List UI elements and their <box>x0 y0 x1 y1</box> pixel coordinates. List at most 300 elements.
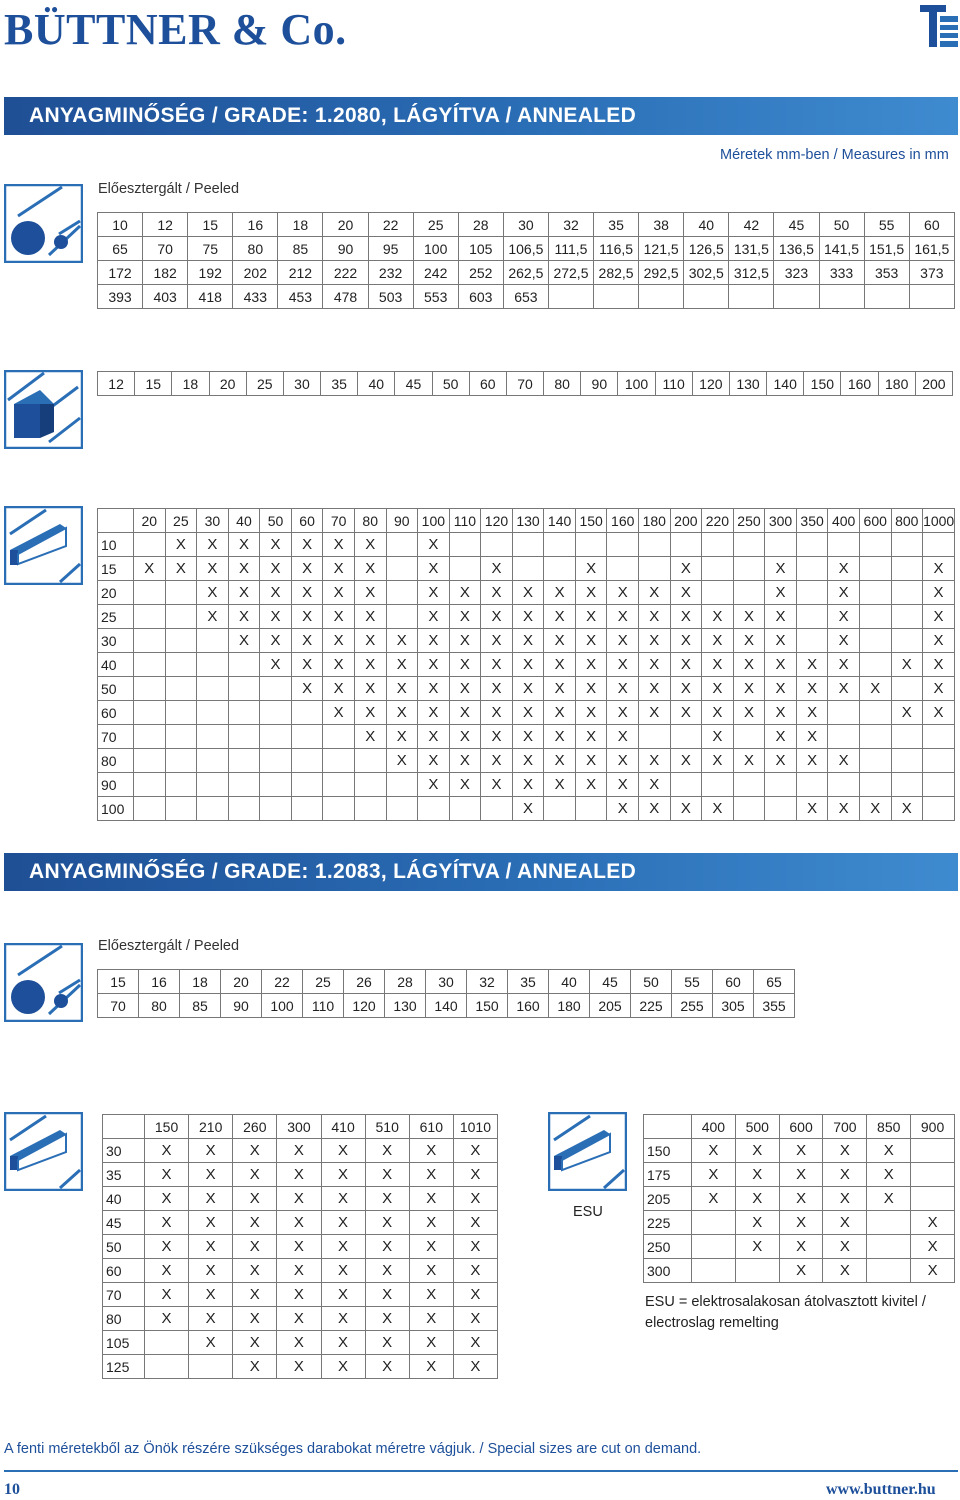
availability-mark: X <box>639 749 671 773</box>
table-row <box>98 557 955 581</box>
size-cell: 20 <box>221 970 262 994</box>
size-cell: 355 <box>754 994 795 1018</box>
availability-mark: X <box>828 629 860 653</box>
availability-mark: X <box>702 797 734 821</box>
column-header: 260 <box>233 1115 277 1139</box>
availability-mark: X <box>891 653 923 677</box>
availability-mark: X <box>923 581 955 605</box>
grade-2-flat-sizes-table <box>102 1114 498 1379</box>
column-header: 100 <box>418 509 450 533</box>
empty-cell <box>323 773 355 797</box>
empty-cell <box>228 725 260 749</box>
availability-mark: X <box>607 677 639 701</box>
size-cell: 42 <box>729 213 774 237</box>
size-cell: 26 <box>344 970 385 994</box>
size-cell: 202 <box>233 261 278 285</box>
availability-mark: X <box>765 725 797 749</box>
empty-cell <box>733 797 765 821</box>
size-cell: 35 <box>508 970 549 994</box>
size-cell: 15 <box>188 213 233 237</box>
row-header: 50 <box>103 1235 145 1259</box>
availability-mark: X <box>670 629 702 653</box>
size-cell: 478 <box>323 285 368 309</box>
availability-mark: X <box>233 1331 277 1355</box>
peeled-label-2: Előesztergált / Peeled <box>98 938 240 954</box>
size-cell <box>729 285 774 309</box>
row-header: 150 <box>644 1139 692 1163</box>
website-link[interactable]: www.buttner.hu <box>826 1481 936 1498</box>
availability-mark: X <box>823 1139 867 1163</box>
availability-mark: X <box>277 1355 321 1379</box>
availability-mark: X <box>670 557 702 581</box>
grade-1-flat-sizes-table <box>97 508 955 821</box>
empty-cell <box>165 677 197 701</box>
column-header: 30 <box>197 509 229 533</box>
availability-mark: X <box>796 725 828 749</box>
availability-mark: X <box>733 653 765 677</box>
availability-mark: X <box>828 653 860 677</box>
availability-mark: X <box>702 701 734 725</box>
size-cell: 70 <box>98 994 139 1018</box>
table-row <box>98 533 955 557</box>
table-row <box>103 1211 498 1235</box>
empty-cell <box>891 629 923 653</box>
empty-cell <box>323 725 355 749</box>
table-row <box>103 1283 498 1307</box>
empty-cell <box>796 581 828 605</box>
size-cell: 10 <box>98 213 143 237</box>
size-cell <box>819 285 864 309</box>
table-row <box>98 285 955 309</box>
size-cell: 126,5 <box>684 237 729 261</box>
empty-cell <box>891 581 923 605</box>
availability-mark: X <box>323 677 355 701</box>
availability-mark: X <box>233 1235 277 1259</box>
availability-mark: X <box>321 1139 365 1163</box>
empty-cell <box>386 557 418 581</box>
size-cell: 45 <box>395 372 432 396</box>
empty-cell <box>145 1355 189 1379</box>
size-cell <box>684 285 729 309</box>
size-cell: 403 <box>143 285 188 309</box>
availability-mark: X <box>449 749 481 773</box>
availability-mark: X <box>354 629 386 653</box>
availability-mark: X <box>165 533 197 557</box>
availability-mark: X <box>354 533 386 557</box>
availability-mark: X <box>670 605 702 629</box>
availability-mark: X <box>512 677 544 701</box>
availability-mark: X <box>189 1235 233 1259</box>
size-cell: 136,5 <box>774 237 819 261</box>
size-cell: 140 <box>767 372 804 396</box>
availability-mark: X <box>277 1283 321 1307</box>
availability-mark: X <box>453 1307 497 1331</box>
size-cell: 85 <box>180 994 221 1018</box>
row-header: 15 <box>98 557 134 581</box>
availability-mark: X <box>733 701 765 725</box>
availability-mark: X <box>765 749 797 773</box>
empty-cell <box>260 749 292 773</box>
empty-cell <box>891 533 923 557</box>
empty-cell <box>891 557 923 581</box>
availability-mark: X <box>828 557 860 581</box>
availability-mark: X <box>453 1235 497 1259</box>
grade-2-round-sizes-table <box>97 969 795 1018</box>
table-row <box>103 1307 498 1331</box>
size-cell: 18 <box>180 970 221 994</box>
size-cell: 161,5 <box>909 237 954 261</box>
availability-mark: X <box>765 629 797 653</box>
size-cell: 160 <box>508 994 549 1018</box>
availability-mark: X <box>670 749 702 773</box>
empty-cell <box>923 773 955 797</box>
row-header: 80 <box>103 1307 145 1331</box>
availability-mark: X <box>409 1259 453 1283</box>
availability-mark: X <box>735 1139 779 1163</box>
column-header: 50 <box>260 509 292 533</box>
availability-mark: X <box>409 1235 453 1259</box>
availability-mark: X <box>828 581 860 605</box>
availability-mark: X <box>702 629 734 653</box>
column-header: 600 <box>859 509 891 533</box>
availability-mark: X <box>233 1187 277 1211</box>
row-header: 25 <box>98 605 134 629</box>
size-cell: 150 <box>804 372 841 396</box>
availability-mark: X <box>321 1355 365 1379</box>
availability-mark: X <box>575 701 607 725</box>
table-row <box>98 629 955 653</box>
row-header: 105 <box>103 1331 145 1355</box>
availability-mark: X <box>354 701 386 725</box>
availability-mark: X <box>670 581 702 605</box>
availability-mark: X <box>409 1355 453 1379</box>
availability-mark: X <box>277 1139 321 1163</box>
empty-cell <box>859 581 891 605</box>
esu-label: ESU <box>573 1204 603 1220</box>
availability-mark: X <box>828 605 860 629</box>
size-cell: 25 <box>303 970 344 994</box>
measures-note: Méretek mm-ben / Measures in mm <box>720 147 949 163</box>
table-row <box>98 261 955 285</box>
availability-mark: X <box>409 1307 453 1331</box>
size-cell: 503 <box>368 285 413 309</box>
size-cell <box>909 285 954 309</box>
empty-cell <box>449 557 481 581</box>
availability-mark: X <box>365 1331 409 1355</box>
size-cell: 150 <box>467 994 508 1018</box>
empty-cell <box>639 725 671 749</box>
availability-mark: X <box>544 773 576 797</box>
empty-cell <box>481 797 513 821</box>
empty-cell <box>189 1355 233 1379</box>
availability-mark: X <box>365 1283 409 1307</box>
availability-mark: X <box>607 629 639 653</box>
table-row <box>644 1163 955 1187</box>
size-cell: 60 <box>469 372 506 396</box>
size-cell: 12 <box>143 213 188 237</box>
empty-cell <box>607 533 639 557</box>
availability-mark: X <box>228 605 260 629</box>
availability-mark: X <box>575 605 607 629</box>
size-cell: 16 <box>139 970 180 994</box>
column-header: 40 <box>228 509 260 533</box>
size-cell: 242 <box>413 261 458 285</box>
availability-mark: X <box>891 701 923 725</box>
empty-cell <box>260 797 292 821</box>
availability-mark: X <box>197 581 229 605</box>
availability-mark: X <box>323 701 355 725</box>
size-cell: 85 <box>278 237 323 261</box>
availability-mark: X <box>291 629 323 653</box>
header-row <box>103 1115 498 1139</box>
empty-cell <box>828 725 860 749</box>
availability-mark: X <box>702 725 734 749</box>
column-header: 350 <box>796 509 828 533</box>
column-header: 250 <box>733 509 765 533</box>
column-header: 25 <box>165 509 197 533</box>
size-cell: 100 <box>618 372 655 396</box>
availability-mark: X <box>779 1163 823 1187</box>
availability-mark: X <box>197 533 229 557</box>
empty-cell <box>639 557 671 581</box>
size-cell: 95 <box>368 237 413 261</box>
availability-mark: X <box>321 1307 365 1331</box>
corner-cell <box>103 1115 145 1139</box>
empty-cell <box>291 749 323 773</box>
empty-cell <box>260 677 292 701</box>
size-cell: 90 <box>323 237 368 261</box>
empty-cell <box>134 701 166 725</box>
column-header: 1010 <box>453 1115 497 1139</box>
size-cell: 282,5 <box>594 261 639 285</box>
empty-cell <box>796 533 828 557</box>
table-row <box>644 1259 955 1283</box>
availability-mark: X <box>145 1163 189 1187</box>
availability-mark: X <box>544 581 576 605</box>
availability-mark: X <box>453 1259 497 1283</box>
column-header: 180 <box>639 509 671 533</box>
availability-mark: X <box>418 581 450 605</box>
availability-mark: X <box>765 605 797 629</box>
availability-mark: X <box>365 1211 409 1235</box>
size-cell: 32 <box>467 970 508 994</box>
size-cell: 30 <box>503 213 548 237</box>
empty-cell <box>386 797 418 821</box>
size-cell: 121,5 <box>639 237 684 261</box>
availability-mark: X <box>291 653 323 677</box>
size-cell: 80 <box>139 994 180 1018</box>
empty-cell <box>512 557 544 581</box>
availability-mark: X <box>692 1139 736 1163</box>
empty-cell <box>260 773 292 797</box>
availability-mark: X <box>260 629 292 653</box>
empty-cell <box>228 701 260 725</box>
size-cell: 110 <box>303 994 344 1018</box>
size-cell: 222 <box>323 261 368 285</box>
empty-cell <box>733 581 765 605</box>
availability-mark: X <box>765 653 797 677</box>
empty-cell <box>765 533 797 557</box>
table-row <box>644 1187 955 1211</box>
availability-mark: X <box>321 1235 365 1259</box>
availability-mark: X <box>409 1187 453 1211</box>
empty-cell <box>165 605 197 629</box>
empty-cell <box>692 1211 736 1235</box>
availability-mark: X <box>733 605 765 629</box>
availability-mark: X <box>145 1259 189 1283</box>
availability-mark: X <box>692 1163 736 1187</box>
availability-mark: X <box>418 701 450 725</box>
availability-mark: X <box>512 653 544 677</box>
availability-mark: X <box>867 1139 911 1163</box>
availability-mark: X <box>418 773 450 797</box>
corner-cell <box>644 1115 692 1139</box>
empty-cell <box>911 1163 955 1187</box>
empty-cell <box>692 1259 736 1283</box>
size-cell: 50 <box>819 213 864 237</box>
empty-cell <box>702 533 734 557</box>
availability-mark: X <box>449 629 481 653</box>
availability-mark: X <box>323 605 355 629</box>
page-number: 10 <box>4 1481 20 1498</box>
empty-cell <box>828 773 860 797</box>
availability-mark: X <box>453 1163 497 1187</box>
availability-mark: X <box>607 581 639 605</box>
availability-mark: X <box>607 749 639 773</box>
availability-mark: X <box>145 1187 189 1211</box>
availability-mark: X <box>386 629 418 653</box>
size-cell: 130 <box>385 994 426 1018</box>
availability-mark: X <box>702 749 734 773</box>
column-header: 160 <box>607 509 639 533</box>
availability-mark: X <box>354 605 386 629</box>
empty-cell <box>228 677 260 701</box>
empty-cell <box>134 749 166 773</box>
size-cell: 453 <box>278 285 323 309</box>
column-header: 110 <box>449 509 481 533</box>
availability-mark: X <box>481 773 513 797</box>
size-cell: 373 <box>909 261 954 285</box>
size-cell: 28 <box>458 213 503 237</box>
empty-cell <box>197 797 229 821</box>
availability-mark: X <box>639 677 671 701</box>
availability-mark: X <box>449 581 481 605</box>
availability-mark: X <box>765 581 797 605</box>
availability-mark: X <box>365 1139 409 1163</box>
table-row <box>103 1259 498 1283</box>
availability-mark: X <box>291 581 323 605</box>
size-cell: 40 <box>684 213 729 237</box>
empty-cell <box>923 797 955 821</box>
availability-mark: X <box>607 701 639 725</box>
flat-bar-icon <box>4 506 83 585</box>
availability-mark: X <box>639 797 671 821</box>
empty-cell <box>692 1235 736 1259</box>
row-header: 60 <box>98 701 134 725</box>
availability-mark: X <box>607 773 639 797</box>
availability-mark: X <box>796 701 828 725</box>
empty-cell <box>670 533 702 557</box>
availability-mark: X <box>449 605 481 629</box>
empty-cell <box>197 725 229 749</box>
size-cell: 20 <box>209 372 246 396</box>
size-cell: 55 <box>672 970 713 994</box>
empty-cell <box>134 797 166 821</box>
availability-mark: X <box>779 1235 823 1259</box>
empty-cell <box>796 605 828 629</box>
availability-mark: X <box>365 1355 409 1379</box>
table-row <box>103 1355 498 1379</box>
size-cell: 30 <box>283 372 320 396</box>
column-header: 300 <box>765 509 797 533</box>
size-cell: 305 <box>713 994 754 1018</box>
availability-mark: X <box>418 653 450 677</box>
size-cell: 140 <box>426 994 467 1018</box>
availability-mark: X <box>260 557 292 581</box>
column-header: 210 <box>189 1115 233 1139</box>
empty-cell <box>891 725 923 749</box>
grade-1-round-sizes-table <box>97 212 955 309</box>
size-cell <box>864 285 909 309</box>
row-header: 45 <box>103 1211 145 1235</box>
size-cell: 25 <box>246 372 283 396</box>
empty-cell <box>828 533 860 557</box>
availability-mark: X <box>823 1163 867 1187</box>
size-cell: 302,5 <box>684 261 729 285</box>
availability-mark: X <box>867 1163 911 1187</box>
empty-cell <box>607 557 639 581</box>
empty-cell <box>828 701 860 725</box>
peeled-label-1: Előesztergált / Peeled <box>98 181 240 197</box>
availability-mark: X <box>859 677 891 701</box>
availability-mark: X <box>189 1187 233 1211</box>
availability-mark: X <box>453 1139 497 1163</box>
size-cell: 106,5 <box>503 237 548 261</box>
availability-mark: X <box>189 1259 233 1283</box>
availability-mark: X <box>365 1307 409 1331</box>
empty-cell <box>134 629 166 653</box>
size-cell: 18 <box>278 213 323 237</box>
column-header: 70 <box>323 509 355 533</box>
availability-mark: X <box>575 629 607 653</box>
corner-cell <box>98 509 134 533</box>
availability-mark: X <box>409 1211 453 1235</box>
availability-mark: X <box>481 605 513 629</box>
availability-mark: X <box>765 677 797 701</box>
availability-mark: X <box>481 629 513 653</box>
availability-mark: X <box>481 557 513 581</box>
size-cell: 28 <box>385 970 426 994</box>
availability-mark: X <box>453 1331 497 1355</box>
table-row <box>98 701 955 725</box>
availability-mark: X <box>233 1307 277 1331</box>
size-cell: 200 <box>915 372 952 396</box>
table-row <box>98 970 795 994</box>
empty-cell <box>197 773 229 797</box>
empty-cell <box>134 533 166 557</box>
flat-bar-icon <box>4 1112 83 1191</box>
availability-mark: X <box>796 677 828 701</box>
availability-mark: X <box>607 797 639 821</box>
empty-cell <box>867 1259 911 1283</box>
table-row <box>98 725 955 749</box>
availability-mark: X <box>481 653 513 677</box>
availability-mark: X <box>189 1307 233 1331</box>
row-header: 100 <box>98 797 134 821</box>
empty-cell <box>260 701 292 725</box>
empty-cell <box>165 725 197 749</box>
size-cell: 292,5 <box>639 261 684 285</box>
